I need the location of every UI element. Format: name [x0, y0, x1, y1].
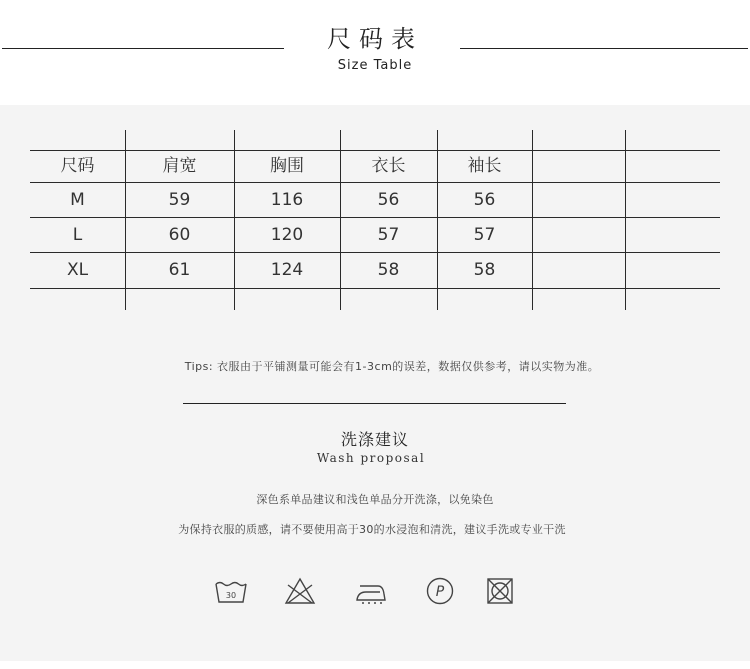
table-cell: 57 [377, 224, 400, 245]
wash-subtitle: Wash proposal [316, 451, 426, 465]
wash-title: 洗涤建议 [340, 430, 409, 449]
table-cell: 116 [270, 189, 304, 210]
no-tumble-dry-icon [483, 576, 517, 606]
table-cell: XL [66, 260, 89, 280]
table-hline [30, 217, 720, 218]
header-rule-right [460, 48, 748, 49]
table-header-cell: 尺码 [60, 156, 95, 176]
wash-note-1: 深色系单品建议和浅色单品分开洗涤，以免染色 [256, 493, 494, 506]
no-bleach-icon [283, 576, 317, 606]
table-vline [625, 130, 626, 310]
table-cell: 58 [377, 260, 400, 280]
svg-text:30: 30 [225, 591, 237, 600]
table-header-cell: 袖长 [467, 156, 502, 176]
table-hline [30, 150, 720, 151]
table-cell: 124 [270, 260, 304, 280]
care-icons [0, 576, 750, 608]
table-cell: M [70, 189, 85, 210]
size-table-header [0, 0, 750, 105]
table-cell: 59 [168, 189, 191, 210]
svg-text:P: P [435, 584, 445, 600]
table-header-cell: 衣长 [371, 156, 406, 176]
size-table [30, 130, 720, 310]
wash-note-2: 为保持衣服的质感，请不要使用高于30的水浸泡和清洗，建议手洗或专业干洗 [178, 523, 566, 536]
table-hline [30, 288, 720, 289]
table-cell: 57 [473, 224, 496, 245]
tips-text: Tips: 衣服由于平铺测量可能会有1-3cm的误差，数据仅供参考，请以实物为准。 [184, 360, 600, 373]
table-cell: 60 [168, 224, 191, 245]
wash-30-icon [214, 576, 248, 606]
tips-divider [183, 403, 566, 404]
iron-low-icon [354, 576, 388, 606]
table-vline [532, 130, 533, 310]
table-header-cell: 肩宽 [162, 156, 197, 176]
table-cell: 56 [377, 189, 400, 210]
table-header-cell: 胸围 [270, 156, 304, 176]
table-cell: L [72, 224, 83, 245]
table-hline [30, 252, 720, 253]
table-cell: 58 [473, 260, 496, 280]
table-cell: 61 [168, 260, 191, 280]
page-title: 尺码表 [327, 25, 423, 53]
dry-clean-p-icon [423, 576, 457, 606]
table-cell: 120 [270, 224, 304, 245]
table-cell: 56 [473, 189, 496, 210]
page-subtitle: Size Table [337, 58, 413, 73]
table-hline [30, 182, 720, 183]
content-panel [0, 105, 750, 661]
